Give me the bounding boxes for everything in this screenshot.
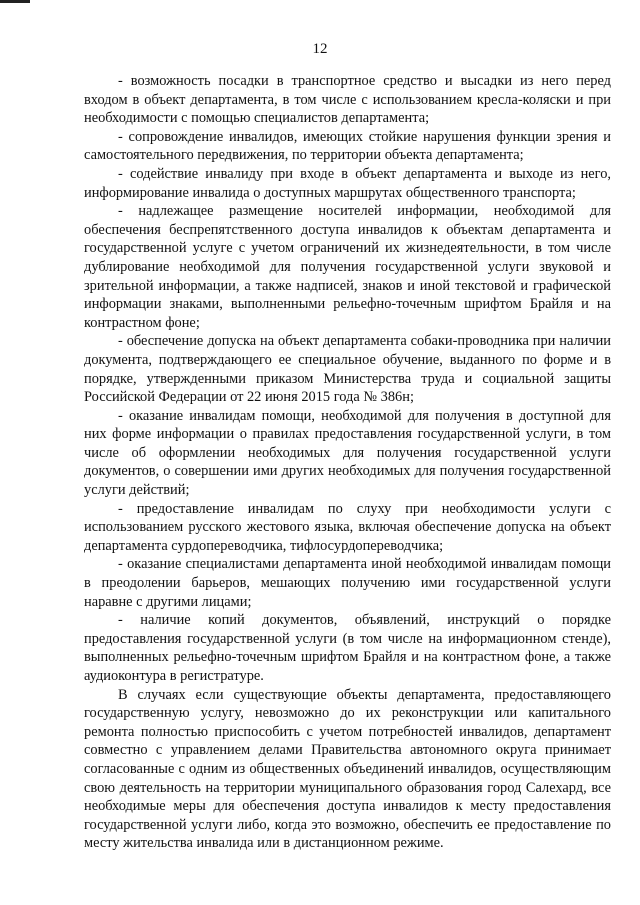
paragraph-entry-assistance: - содействие инвалиду при входе в объект департамента и выходе из него, информирование инвалида о доступных маршрутах общественного транспорта; (84, 165, 611, 201)
paragraph-sign-language: - предоставление инвалидам по слуху при необходимости услуги с использованием русского жестового языка, включая обеспечение допуска на объект департамента сурдопереводчика, тифлосурдопереводчика; (84, 500, 611, 554)
paragraph-adaptation-measures: В случаях если существующие объекты департамента, предоставляющего государственную услугу, невозможно до их реконструкции или капитального ремонта полностью приспособить с учетом потребностей инвалидов, департамент совместно с управлением делами Правительства автономного округа принимает согласованные с одним из общественных объединений инвалидов, осуществляющим свою деятельность на территории муниципального образования город Салехард, все необходимые меры для обеспечения доступа инвалидов к месту предоставления государственной услуги либо, когда это возможно, обеспечить ее предоставление по месту жительства инвалида или в дистанционном режиме. (84, 686, 611, 852)
paragraph-escort: - сопровождение инвалидов, имеющих стойкие нарушения функции зрения и самостоятельного передвижения, по территории объекта департамента; (84, 128, 611, 164)
paragraph-information-placement: - надлежащее размещение носителей информации, необходимой для обеспечения беспрепятственного доступа инвалидов к объектам департамента и государственной услуге с учетом ограничений их жизнедеятельности, в том числе дублирование необходимой для получения государственной услуги звуковой и зрительной информации, а также надписей, знаков и иной текстовой и графической информации знаками, выполненными рельефно-точечным шрифтом Брайля и на контрастном фоне; (84, 203, 611, 331)
paragraph-guide-dog: - обеспечение допуска на объект департамента собаки-проводника при наличии документа, подтверждающего ее специальное обучение, выданного по форме и в порядке, утвержденными приказом Министерства труда и социальной защиты Российской Федерации от 22 июня 2015 года № 386н; (84, 333, 611, 406)
document-body (84, 72, 611, 853)
paragraph-help-information: - оказание инвалидам помощи, необходимой для получения в доступной для них форме информации о правилах предоставления государственной услуги, в том числе об оформлении необходимых для получения государственной услуги документов, о совершении ими других необходимых для получения государственной услуги действий; (84, 407, 611, 499)
page-number: 12 (312, 41, 328, 57)
paragraph-boarding-assistance: - возможность посадки в транспортное средство и высадки из него перед входом в объект департамента, в том числе с использованием кресла-коляски и при необходимости с помощью специалистов департамента; (84, 73, 611, 127)
paragraph-braille-copies: - наличие копий документов, объявлений, инструкций о порядке предоставления государственной услуги (в том числе на информационном стенде), выполненных рельефно-точечным шрифтом Брайля и на контрастном фоне, а также аудиоконтура в регистратуре. (84, 612, 611, 684)
scan-corner-mark (0, 0, 30, 3)
paragraph-other-help: - оказание специалистами департамента иной необходимой инвалидам помощи в преодолении барьеров, мешающих получению ими государственной услуги наравне с другими лицами; (84, 556, 611, 610)
